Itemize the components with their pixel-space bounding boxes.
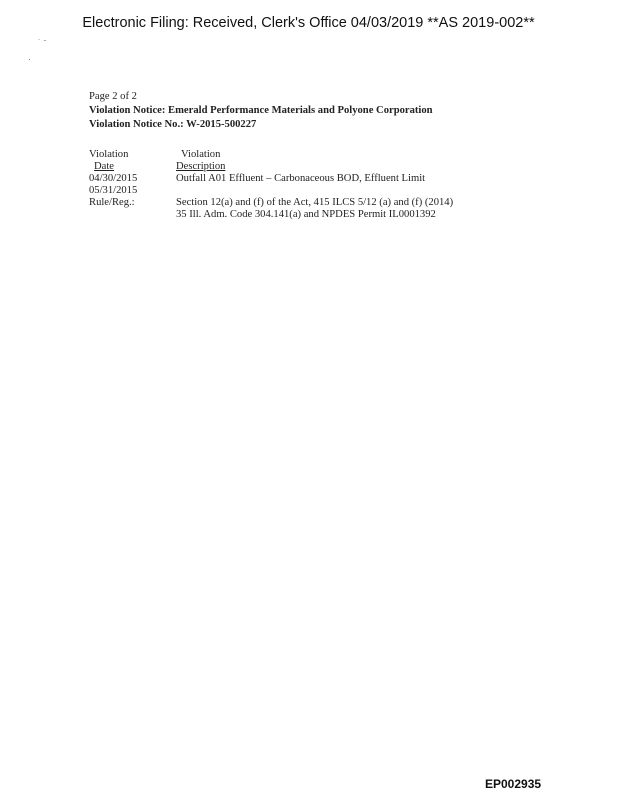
date-header-top: Violation	[89, 149, 129, 160]
filing-stamp: Electronic Filing: Received, Clerk's Office 04/03/2019 **AS 2019-002**	[82, 15, 535, 31]
description-header-top: Violation	[181, 149, 221, 160]
scan-specks: ˙ ˉ ·	[28, 38, 47, 64]
table-row	[89, 209, 509, 221]
date-header-bottom: Date	[94, 161, 114, 172]
table-row	[89, 185, 509, 197]
table-row	[89, 173, 509, 185]
bates-number: EP002935	[485, 777, 542, 791]
page-label: Page 2 of 2	[89, 91, 137, 102]
notice-header	[89, 90, 433, 132]
row-description: 35 Ill. Adm. Code 304.141(a) and NPDES Permit IL0001392	[176, 209, 436, 220]
table-header-row-2	[89, 161, 509, 173]
description-header-bottom: Description	[176, 161, 226, 172]
violation-notice-number: Violation Notice No.: W-2015-500227	[89, 119, 257, 130]
row-description: Outfall A01 Effluent – Carbonaceous BOD, Effluent Limit	[176, 173, 426, 184]
table-row	[89, 197, 509, 209]
row-date: 04/30/2015	[89, 173, 138, 184]
row-date	[89, 209, 176, 221]
row-description	[176, 185, 509, 197]
table-header-row-1	[89, 149, 509, 161]
violation-table	[89, 149, 509, 221]
row-date: 05/31/2015	[89, 185, 138, 196]
violation-notice-line: Violation Notice: Emerald Performance Materials and Polyone Corporation	[89, 105, 433, 116]
row-rule-label: Rule/Reg.:	[89, 197, 135, 208]
row-description: Section 12(a) and (f) of the Act, 415 ILCS 5/12 (a) and (f) (2014)	[176, 197, 454, 208]
